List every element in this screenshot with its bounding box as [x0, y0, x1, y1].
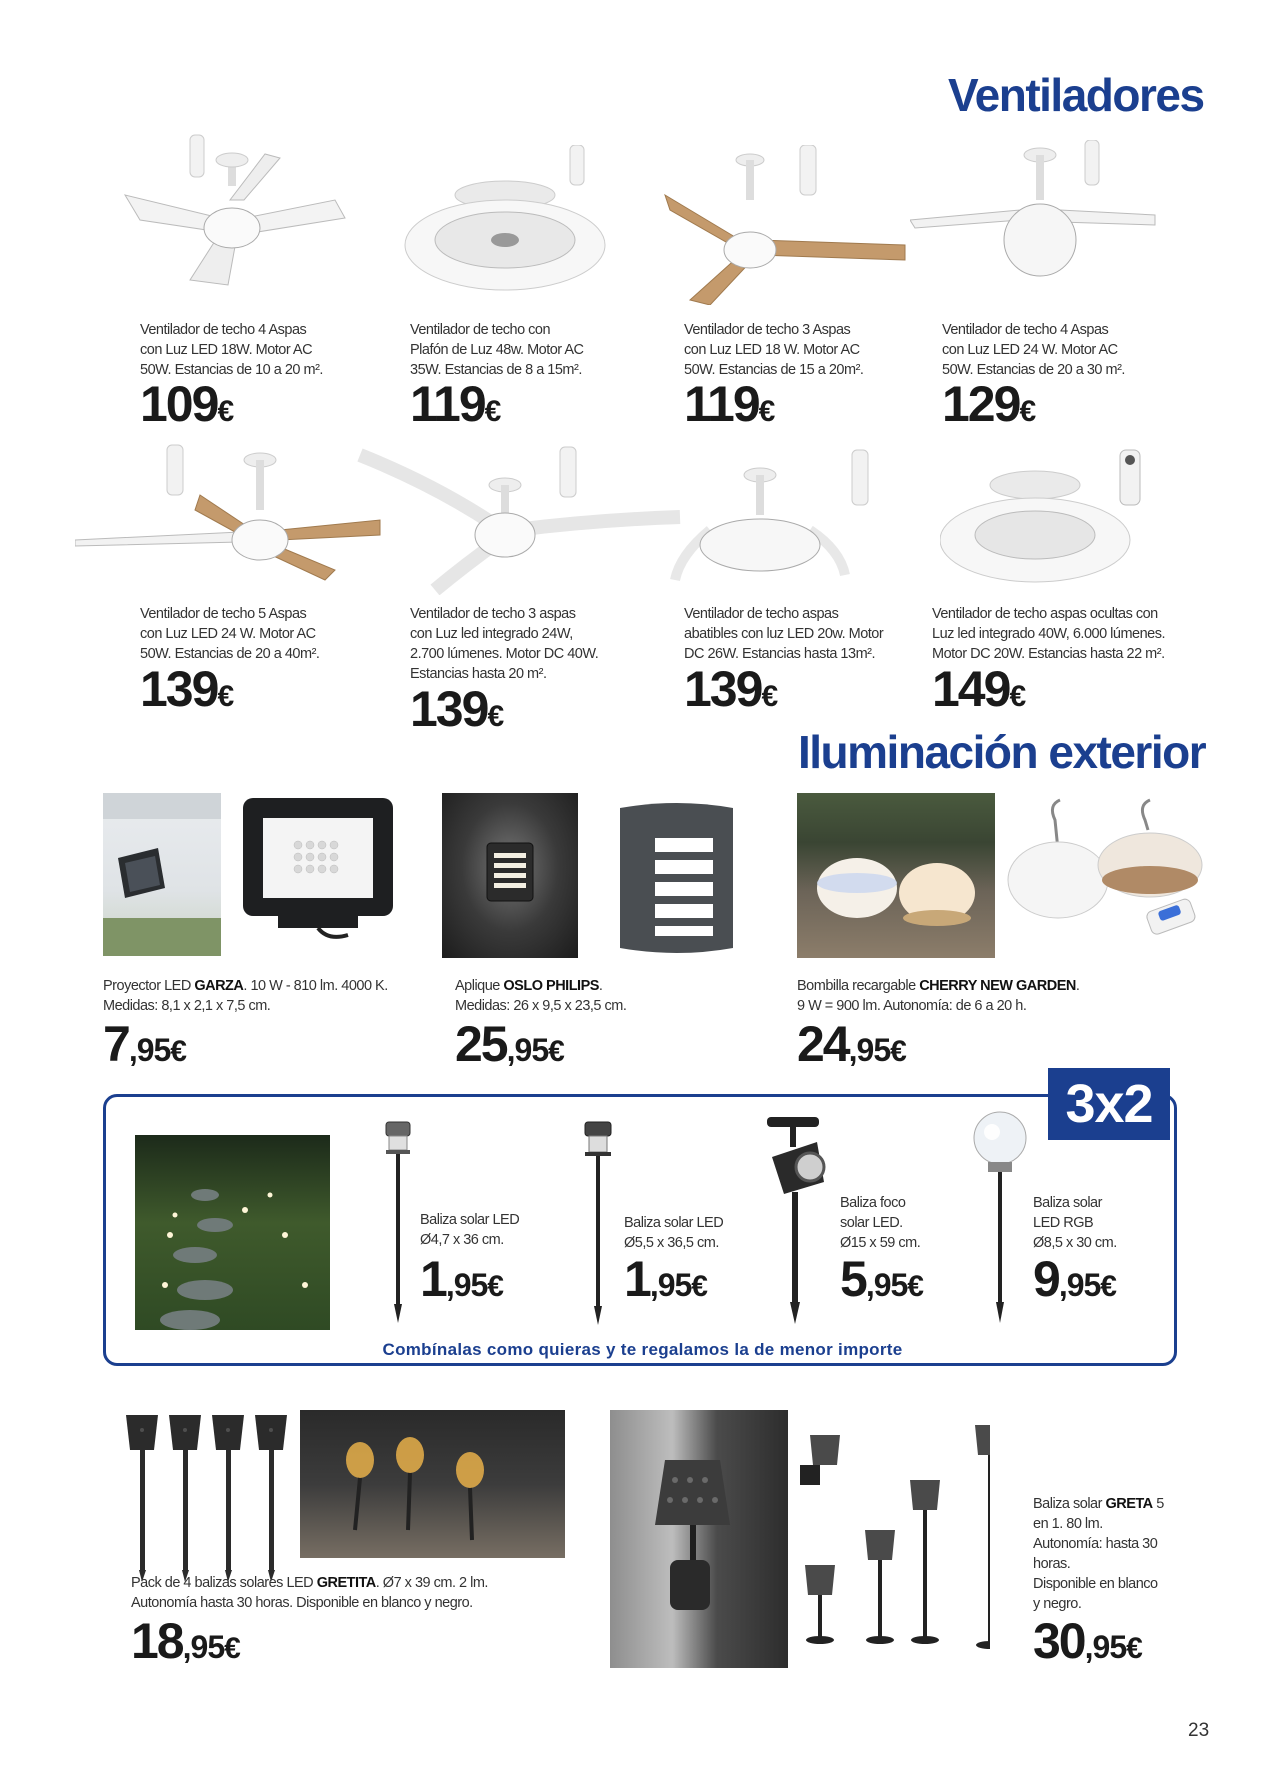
fan-image-7 [670, 445, 880, 595]
oslo-philips-image [615, 798, 740, 958]
solar-rgb-line: LED RGB [1033, 1215, 1094, 1231]
solar-rgb-line: Ø8,5 x 30 cm. [1033, 1235, 1117, 1251]
fan-5-description [140, 604, 319, 664]
gretita-line-2: Autonomía hasta 30 horas. Disponible en blanco y negro. [131, 1595, 473, 1611]
fan-8-description [932, 604, 1165, 664]
fan-4-line: 50W. Estancias de 20 a 30 m². [942, 362, 1125, 378]
projector-description [103, 976, 388, 1016]
solar-spot-line: Baliza foco [840, 1195, 906, 1211]
gretita-description [131, 1573, 488, 1613]
solar-rgb-price: 9,95€ [1033, 1251, 1115, 1307]
fan-image-6 [355, 445, 685, 595]
solar-stake-1-description [420, 1210, 519, 1250]
fan-image-8 [940, 445, 1170, 595]
fan-3-price: 119€ [684, 376, 774, 432]
solar-spot-image [762, 1112, 842, 1327]
fan-8-line: Motor DC 20W. Estancias hasta 22 m². [932, 646, 1165, 662]
fan-4-line: con Luz LED 24 W. Motor AC [942, 342, 1118, 358]
cherry-description [797, 976, 1079, 1016]
solar-spot-line: solar LED. [840, 1215, 903, 1231]
fan-image-5 [75, 440, 385, 590]
fan-image-3 [660, 145, 910, 305]
solar-stake-2-image [580, 1120, 616, 1330]
fan-6-description [410, 604, 598, 684]
solar-rgb-line: Baliza solar [1033, 1195, 1102, 1211]
cherry-garden-photo [797, 793, 995, 958]
cherry-line-2: 9 W = 900 lm. Autonomía: de 6 a 20 h. [797, 998, 1027, 1014]
fan-1-line: 50W. Estancias de 10 a 20 m². [140, 362, 323, 378]
fan-1-description [140, 320, 323, 380]
greta-line: Disponible en blanco [1033, 1576, 1158, 1592]
gretita-photo [300, 1410, 565, 1558]
solar-stake-2-line: Baliza solar LED [624, 1215, 724, 1231]
fan-1-line: Ventilador de techo 4 Aspas [140, 322, 307, 338]
fan-7-line: Ventilador de techo aspas [684, 606, 839, 622]
fan-3-line: 50W. Estancias de 15 a 20m². [684, 362, 864, 378]
fan-7-price: 139€ [684, 661, 777, 717]
greta-line-1: Baliza solar GRETA 5 [1033, 1496, 1164, 1512]
fan-5-line: 50W. Estancias de 20 a 40m². [140, 646, 320, 662]
fan-5-line: Ventilador de techo 5 Aspas [140, 606, 307, 622]
projector-image [238, 793, 398, 943]
gretita-pack-image [120, 1410, 295, 1585]
path-lights-photo [135, 1135, 330, 1330]
solar-spot-line: Ø15 x 59 cm. [840, 1235, 921, 1251]
promo-badge: 3x2 [1048, 1068, 1170, 1140]
fan-5-price: 139€ [140, 661, 233, 717]
fan-7-line: abatibles con luz LED 20w. Motor [684, 626, 884, 642]
fan-image-2 [395, 145, 615, 295]
oslo-price: 25,95€ [455, 1016, 563, 1072]
greta-line: en 1. 80 lm. [1033, 1516, 1103, 1532]
greta-wall-photo [610, 1410, 788, 1668]
promo-tagline: Combínalas como quieras y te regalamos la de menor importe [382, 1340, 903, 1359]
solar-stake-2-price: 1,95€ [624, 1251, 706, 1307]
solar-stake-1-line: Baliza solar LED [420, 1212, 520, 1228]
fan-6-line: con Luz led integrado 24W, [410, 626, 573, 642]
cherry-line-1: Bombilla recargable CHERRY NEW GARDEN. [797, 978, 1080, 994]
fan-4-line: Ventilador de techo 4 Aspas [942, 322, 1109, 338]
fan-1-line: con Luz LED 18W. Motor AC [140, 342, 313, 358]
fan-7-description [684, 604, 883, 664]
section-title-outdoor: Iluminación exterior [798, 726, 1206, 778]
cherry-price: 24,95€ [797, 1016, 905, 1072]
cherry-lamp-image [1000, 790, 1205, 960]
fan-5-line: con Luz LED 24 W. Motor AC [140, 626, 316, 642]
fan-8-line: Ventilador de techo aspas ocultas con [932, 606, 1158, 622]
fan-8-line: Luz led integrado 40W, 6.000 lúmenes. [932, 626, 1165, 642]
projector-line-2: Medidas: 8,1 x 2,1 x 7,5 cm. [103, 998, 271, 1014]
solar-spot-description [840, 1193, 920, 1253]
solar-stake-2-description [624, 1213, 723, 1253]
solar-rgb-description [1033, 1193, 1117, 1253]
greta-line: y negro. [1033, 1596, 1082, 1612]
fan-1-price: 109€ [140, 376, 233, 432]
fan-2-description [410, 320, 584, 380]
fan-6-line: 2.700 lúmenes. Motor DC 40W. [410, 646, 599, 662]
fan-8-price: 149€ [932, 661, 1025, 717]
oslo-wall-photo [442, 793, 578, 958]
fan-6-line: Estancias hasta 20 m². [410, 666, 547, 682]
projector-photo [103, 793, 221, 956]
greta-set-image [800, 1425, 990, 1660]
solar-rgb-image [970, 1108, 1030, 1328]
fan-3-description [684, 320, 863, 380]
solar-spot-price: 5,95€ [840, 1251, 922, 1307]
fan-6-price: 139€ [410, 681, 503, 737]
greta-line: horas. [1033, 1556, 1071, 1572]
solar-stake-1-price: 1,95€ [420, 1251, 502, 1307]
fan-3-line: con Luz LED 18 W. Motor AC [684, 342, 860, 358]
fan-2-line: Ventilador de techo con [410, 322, 551, 338]
fan-4-price: 129€ [942, 376, 1035, 432]
greta-description [1033, 1494, 1164, 1614]
projector-line-1: Proyector LED GARZA. 10 W - 810 lm. 4000 K. [103, 978, 388, 994]
greta-price: 30,95€ [1033, 1613, 1141, 1669]
fan-3-line: Ventilador de techo 3 Aspas [684, 322, 851, 338]
greta-line: Autonomía: hasta 30 [1033, 1536, 1158, 1552]
oslo-description [455, 976, 626, 1016]
fan-4-description [942, 320, 1125, 380]
fan-image-1 [110, 130, 350, 290]
section-title-fans: Ventiladores [948, 69, 1204, 121]
solar-stake-1-line: Ø4,7 x 36 cm. [420, 1232, 504, 1248]
fan-2-line: Plafón de Luz 48w. Motor AC [410, 342, 584, 358]
fan-2-line: 35W. Estancias de 8 a 15m². [410, 362, 582, 378]
solar-stake-2-line: Ø5,5 x 36,5 cm. [624, 1235, 719, 1251]
gretita-price: 18,95€ [131, 1613, 239, 1669]
fan-7-line: DC 26W. Estancias hasta 13m². [684, 646, 875, 662]
gretita-line-1: Pack de 4 balizas solares LED GRETITA. Ø7 x 39 cm. 2 lm. [131, 1575, 488, 1591]
page-number: 23 [1188, 1720, 1210, 1741]
oslo-line-1: Aplique OSLO PHILIPS. [455, 978, 603, 994]
fan-6-line: Ventilador de techo 3 aspas [410, 606, 576, 622]
oslo-line-2: Medidas: 26 x 9,5 x 23,5 cm. [455, 998, 627, 1014]
fan-2-price: 119€ [410, 376, 500, 432]
projector-price: 7,95€ [103, 1016, 185, 1072]
fan-image-4 [910, 140, 1160, 290]
solar-stake-1-image [380, 1118, 416, 1328]
